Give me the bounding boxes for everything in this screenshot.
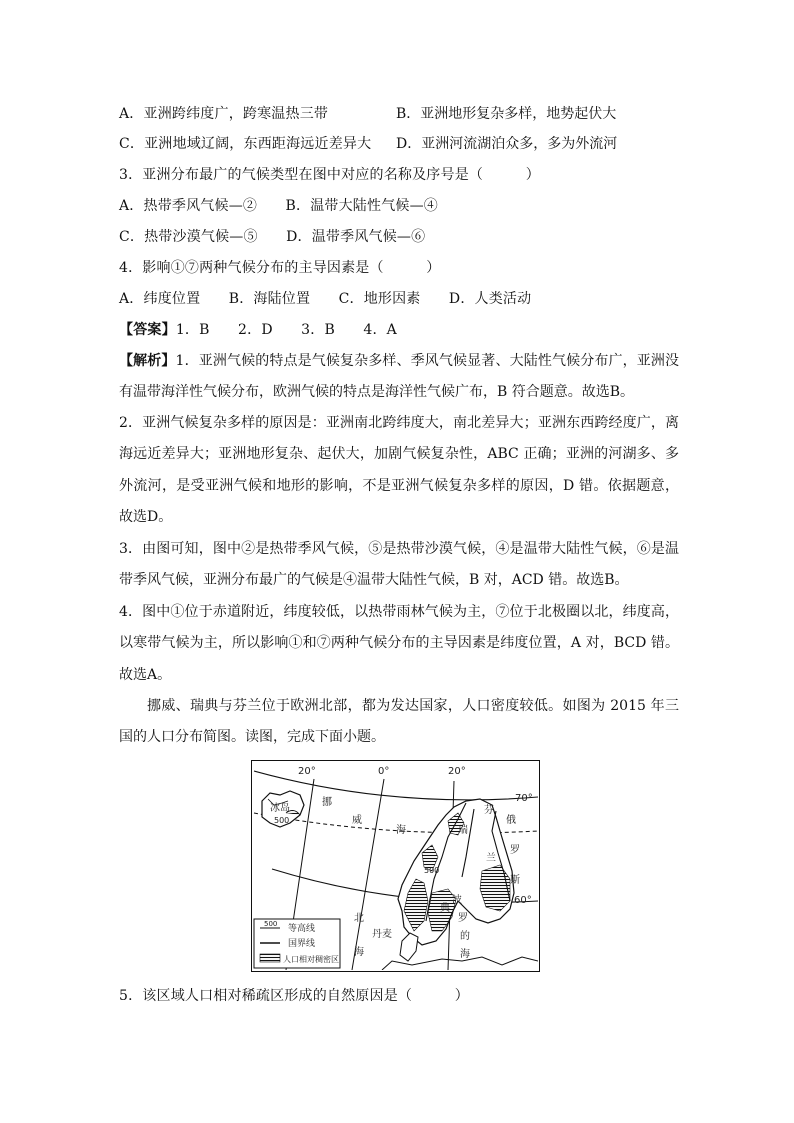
- label-north-1: 北: [354, 913, 364, 924]
- label-north-2: 海: [354, 947, 364, 958]
- question-4: 4．影响①⑦两种气候分布的主导因素是（ ）: [119, 260, 441, 276]
- analysis-tag: 【解析】: [119, 353, 176, 369]
- q4-options: A．纬度位置 B．海陆位置 C．地形因素 D．人类活动: [119, 291, 532, 307]
- q3-options-cd: C．热带沙漠气候—⑤ D．温带季风气候—⑥: [119, 229, 426, 245]
- label-finland-2: 兰: [486, 853, 496, 864]
- q2-option-a: A．亚洲跨纬度广，跨寒温热三带: [119, 106, 329, 122]
- legend-contour-value: 500: [264, 920, 278, 928]
- answer-tag: 【答案】: [119, 322, 176, 338]
- legend-dense-symbol: [260, 954, 280, 962]
- legend-border-label: 国界线: [288, 939, 316, 949]
- q2-option-c: C．亚洲地域辽阔，东西距海远近差异大: [119, 136, 372, 152]
- meridian-0: [352, 779, 384, 970]
- label-iceland: 冰岛: [270, 803, 290, 814]
- label-russia-2: 罗: [510, 845, 520, 856]
- label-baltic-2: 罗: [458, 913, 468, 924]
- answer-values: 1．B 2．D 3．B 4．A: [175, 322, 397, 338]
- legend-contour-label: 等高线: [288, 924, 316, 934]
- lon-label-20e: 20°: [448, 766, 466, 777]
- label-sweden-1: 瑞: [458, 825, 468, 836]
- q2-option-d: D．亚洲河流湖泊众多，多为外流河: [396, 136, 618, 152]
- analysis-3: 3．由图可知，图中②是热带季风气候，⑤是热带沙漠气候，④是温带大陆性气候，⑥是温带季风气候，亚洲分布最广的气候是④温带大陆性气候，B 对，ACD 错。故选B。: [119, 541, 679, 589]
- label-baltic-4: 海: [460, 949, 470, 960]
- q2-option-b: B．亚洲地形复杂多样，地势起伏大: [396, 106, 617, 122]
- answer-line: [119, 320, 397, 340]
- label-contour-500: 500: [424, 866, 440, 875]
- question-3: 3．亚洲分布最广的气候类型在图中对应的名称及序号是（ ）: [119, 167, 540, 183]
- label-finland-1: 芬: [484, 805, 494, 816]
- analysis-4: 4．图中①位于赤道附近，纬度较低，以热带雨林气候为主，⑦位于北极圈以北，纬度高，以寒带气候为主，所以影响①和⑦两种气候分布的主导因素是纬度位置，A 对，BCD 错。故选A。: [119, 604, 679, 683]
- label-sea-1: 海: [396, 825, 406, 836]
- lon-label-20w: 20°: [298, 766, 316, 777]
- analysis-1: [119, 346, 679, 409]
- question-5: 5．该区域人口相对稀疏区形成的自然原因是（ ）: [119, 988, 469, 1004]
- analysis-1-text: 1．亚洲气候的特点是气候复杂多样、季风气候显著、大陆性气候分布广，亚洲没有温带海洋性气候分布，欧洲气候的特点是海洋性气候广布，B 符合题意。故选B。: [119, 353, 680, 401]
- lat-label-70: 70°: [515, 793, 533, 804]
- label-russia-1: 俄: [506, 815, 516, 826]
- label-norway-1: 挪: [322, 797, 332, 808]
- population-map: [251, 760, 540, 972]
- lat-label-60: 60°: [514, 895, 532, 906]
- label-russia-3: 斯: [510, 875, 520, 886]
- analysis-2: 2．亚洲气候复杂多样的原因是：亚洲南北跨纬度大，南北差异大；亚洲东西跨经度广，离海远近差异大；亚洲地形复杂、起伏大，加剧气候复杂性，ABC 正确；亚洲的河湖多、多外流河，是受亚洲气候和地形的影响，不是亚洲气候复杂多样的原因，D 错。依据题意，故选D。: [119, 415, 679, 525]
- population-map-svg: [252, 761, 538, 970]
- label-baltic-1: 波: [452, 895, 462, 906]
- label-iceland-contour: 500: [274, 816, 290, 825]
- lon-label-0: 0°: [378, 766, 390, 777]
- label-norway-2: 威: [352, 815, 362, 826]
- intro-paragraph: 挪威、瑞典与芬兰位于欧洲北部，都为发达国家，人口密度较低。如图为 2015 年三国的人口分布简图。读图，完成下面小题。: [119, 698, 679, 746]
- denmark-shape: [400, 933, 418, 961]
- q3-options-ab: A．热带季风气候—② B．温带大陆性气候—④: [119, 198, 438, 214]
- label-denmark: 丹麦: [372, 929, 392, 940]
- legend-dense-label: 人口相对稠密区: [283, 955, 339, 964]
- label-baltic-3: 的: [460, 931, 470, 942]
- label-sweden-2: 典: [440, 903, 450, 914]
